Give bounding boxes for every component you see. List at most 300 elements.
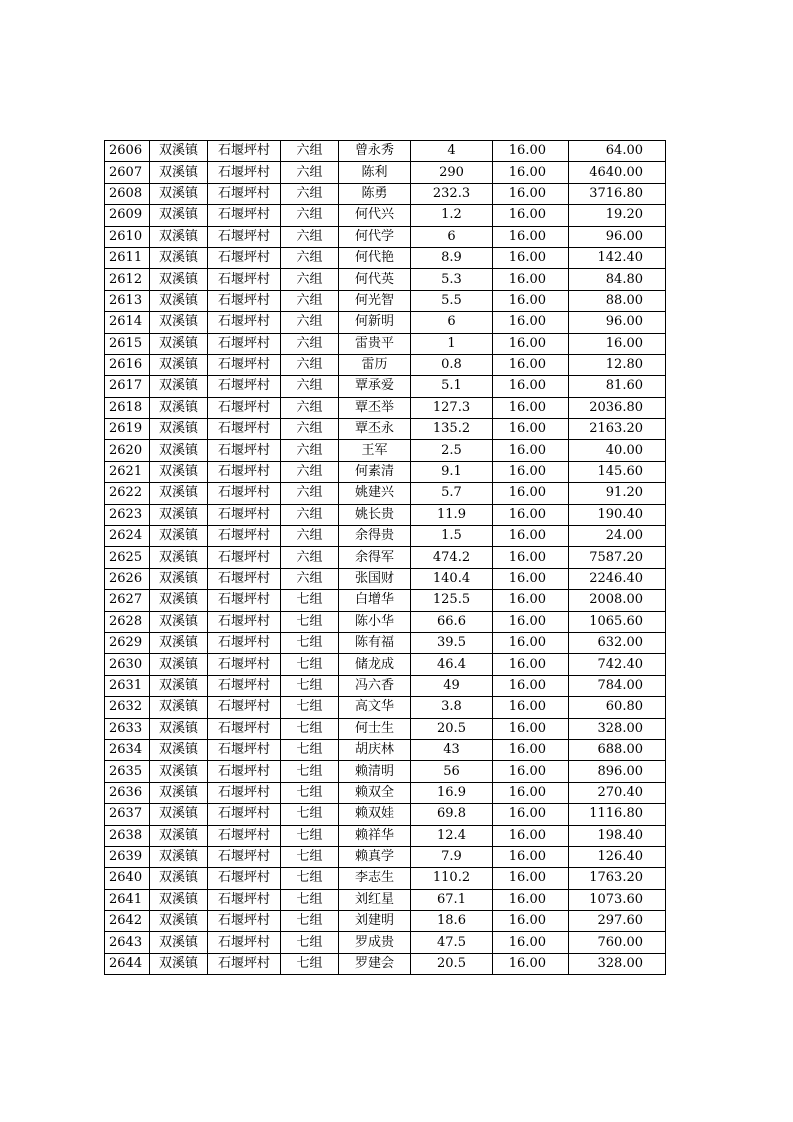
name-cell: 姚建兴 (339, 483, 411, 504)
area-cell: 39.5 (411, 632, 493, 653)
rate-cell: 16.00 (493, 162, 569, 183)
group-cell: 七组 (281, 825, 339, 846)
name-cell: 冯六香 (339, 675, 411, 696)
table-row (105, 354, 666, 375)
town-cell: 双溪镇 (150, 761, 208, 782)
rate-cell: 16.00 (493, 397, 569, 418)
rate-cell: 16.00 (493, 953, 569, 974)
town-cell: 双溪镇 (150, 333, 208, 354)
row-number-cell: 2610 (105, 226, 150, 247)
group-cell: 六组 (281, 290, 339, 311)
town-cell: 双溪镇 (150, 162, 208, 183)
village-cell: 石堰坪村 (208, 590, 281, 611)
table-row (105, 697, 666, 718)
area-cell: 5.1 (411, 376, 493, 397)
village-cell: 石堰坪村 (208, 953, 281, 974)
area-cell: 67.1 (411, 889, 493, 910)
rate-cell: 16.00 (493, 654, 569, 675)
area-cell: 5.5 (411, 290, 493, 311)
row-number-cell: 2621 (105, 461, 150, 482)
name-cell: 覃丕举 (339, 397, 411, 418)
group-cell: 六组 (281, 504, 339, 525)
area-cell: 6 (411, 226, 493, 247)
town-cell: 双溪镇 (150, 483, 208, 504)
row-number-cell: 2640 (105, 868, 150, 889)
name-cell: 陈利 (339, 162, 411, 183)
village-cell: 石堰坪村 (208, 397, 281, 418)
name-cell: 余得贵 (339, 526, 411, 547)
table-row (105, 632, 666, 653)
village-cell: 石堰坪村 (208, 526, 281, 547)
amount-cell: 742.40 (569, 654, 666, 675)
amount-cell: 40.00 (569, 440, 666, 461)
town-cell: 双溪镇 (150, 825, 208, 846)
group-cell: 六组 (281, 461, 339, 482)
rate-cell: 16.00 (493, 226, 569, 247)
area-cell: 4 (411, 141, 493, 162)
amount-cell: 632.00 (569, 632, 666, 653)
name-cell: 何士生 (339, 718, 411, 739)
area-cell: 56 (411, 761, 493, 782)
village-cell: 石堰坪村 (208, 761, 281, 782)
name-cell: 胡庆林 (339, 739, 411, 760)
amount-cell: 60.80 (569, 697, 666, 718)
town-cell: 双溪镇 (150, 354, 208, 375)
village-cell: 石堰坪村 (208, 162, 281, 183)
name-cell: 何新明 (339, 312, 411, 333)
table-row (105, 162, 666, 183)
area-cell: 3.8 (411, 697, 493, 718)
town-cell: 双溪镇 (150, 718, 208, 739)
amount-cell: 270.40 (569, 782, 666, 803)
table-row (105, 590, 666, 611)
town-cell: 双溪镇 (150, 654, 208, 675)
rate-cell: 16.00 (493, 718, 569, 739)
rate-cell: 16.00 (493, 461, 569, 482)
table-row (105, 782, 666, 803)
table-row (105, 718, 666, 739)
table-row (105, 183, 666, 204)
table-row (105, 761, 666, 782)
group-cell: 六组 (281, 440, 339, 461)
name-cell: 赖清明 (339, 761, 411, 782)
name-cell: 储龙成 (339, 654, 411, 675)
town-cell: 双溪镇 (150, 312, 208, 333)
table-row (105, 846, 666, 867)
rate-cell: 16.00 (493, 632, 569, 653)
area-cell: 7.9 (411, 846, 493, 867)
village-cell: 石堰坪村 (208, 675, 281, 696)
group-cell: 七组 (281, 846, 339, 867)
area-cell: 125.5 (411, 590, 493, 611)
area-cell: 20.5 (411, 718, 493, 739)
amount-cell: 96.00 (569, 312, 666, 333)
area-cell: 46.4 (411, 654, 493, 675)
group-cell: 六组 (281, 141, 339, 162)
amount-cell: 2008.00 (569, 590, 666, 611)
rate-cell: 16.00 (493, 932, 569, 953)
row-number-cell: 2611 (105, 247, 150, 268)
town-cell: 双溪镇 (150, 461, 208, 482)
town-cell: 双溪镇 (150, 419, 208, 440)
row-number-cell: 2624 (105, 526, 150, 547)
village-cell: 石堰坪村 (208, 547, 281, 568)
area-cell: 127.3 (411, 397, 493, 418)
name-cell: 雷贵平 (339, 333, 411, 354)
amount-cell: 198.40 (569, 825, 666, 846)
row-number-cell: 2641 (105, 889, 150, 910)
amount-cell: 142.40 (569, 247, 666, 268)
row-number-cell: 2614 (105, 312, 150, 333)
village-cell: 石堰坪村 (208, 804, 281, 825)
area-cell: 20.5 (411, 953, 493, 974)
table-row (105, 932, 666, 953)
amount-cell: 88.00 (569, 290, 666, 311)
rate-cell: 16.00 (493, 504, 569, 525)
table-row (105, 804, 666, 825)
table-row (105, 290, 666, 311)
amount-cell: 328.00 (569, 718, 666, 739)
row-number-cell: 2616 (105, 354, 150, 375)
group-cell: 七组 (281, 889, 339, 910)
village-cell: 石堰坪村 (208, 461, 281, 482)
rate-cell: 16.00 (493, 247, 569, 268)
table-row (105, 141, 666, 162)
group-cell: 六组 (281, 247, 339, 268)
village-cell: 石堰坪村 (208, 825, 281, 846)
subsidy-table (104, 140, 666, 975)
area-cell: 2.5 (411, 440, 493, 461)
town-cell: 双溪镇 (150, 504, 208, 525)
rate-cell: 16.00 (493, 354, 569, 375)
village-cell: 石堰坪村 (208, 354, 281, 375)
group-cell: 六组 (281, 483, 339, 504)
rate-cell: 16.00 (493, 141, 569, 162)
row-number-cell: 2609 (105, 205, 150, 226)
table-row (105, 825, 666, 846)
village-cell: 石堰坪村 (208, 782, 281, 803)
row-number-cell: 2618 (105, 397, 150, 418)
row-number-cell: 2643 (105, 932, 150, 953)
amount-cell: 896.00 (569, 761, 666, 782)
rate-cell: 16.00 (493, 804, 569, 825)
village-cell: 石堰坪村 (208, 718, 281, 739)
village-cell: 石堰坪村 (208, 483, 281, 504)
village-cell: 石堰坪村 (208, 697, 281, 718)
area-cell: 69.8 (411, 804, 493, 825)
village-cell: 石堰坪村 (208, 269, 281, 290)
rate-cell: 16.00 (493, 205, 569, 226)
town-cell: 双溪镇 (150, 911, 208, 932)
town-cell: 双溪镇 (150, 804, 208, 825)
amount-cell: 2036.80 (569, 397, 666, 418)
amount-cell: 190.40 (569, 504, 666, 525)
rate-cell: 16.00 (493, 483, 569, 504)
area-cell: 43 (411, 739, 493, 760)
table-row (105, 397, 666, 418)
rate-cell: 16.00 (493, 761, 569, 782)
name-cell: 雷历 (339, 354, 411, 375)
town-cell: 双溪镇 (150, 697, 208, 718)
group-cell: 七组 (281, 654, 339, 675)
row-number-cell: 2625 (105, 547, 150, 568)
village-cell: 石堰坪村 (208, 868, 281, 889)
town-cell: 双溪镇 (150, 868, 208, 889)
amount-cell: 1065.60 (569, 611, 666, 632)
amount-cell: 4640.00 (569, 162, 666, 183)
table-body (105, 141, 666, 975)
area-cell: 1.2 (411, 205, 493, 226)
group-cell: 六组 (281, 354, 339, 375)
town-cell: 双溪镇 (150, 932, 208, 953)
group-cell: 六组 (281, 162, 339, 183)
table-row (105, 611, 666, 632)
amount-cell: 1116.80 (569, 804, 666, 825)
village-cell: 石堰坪村 (208, 247, 281, 268)
town-cell: 双溪镇 (150, 183, 208, 204)
area-cell: 18.6 (411, 911, 493, 932)
area-cell: 11.9 (411, 504, 493, 525)
amount-cell: 1073.60 (569, 889, 666, 910)
row-number-cell: 2627 (105, 590, 150, 611)
row-number-cell: 2613 (105, 290, 150, 311)
table-row (105, 247, 666, 268)
rate-cell: 16.00 (493, 526, 569, 547)
town-cell: 双溪镇 (150, 269, 208, 290)
row-number-cell: 2644 (105, 953, 150, 974)
row-number-cell: 2608 (105, 183, 150, 204)
town-cell: 双溪镇 (150, 782, 208, 803)
amount-cell: 760.00 (569, 932, 666, 953)
group-cell: 六组 (281, 397, 339, 418)
amount-cell: 84.80 (569, 269, 666, 290)
name-cell: 陈有福 (339, 632, 411, 653)
row-number-cell: 2623 (105, 504, 150, 525)
rate-cell: 16.00 (493, 376, 569, 397)
name-cell: 何素清 (339, 461, 411, 482)
name-cell: 曾永秀 (339, 141, 411, 162)
table-row (105, 376, 666, 397)
town-cell: 双溪镇 (150, 526, 208, 547)
row-number-cell: 2629 (105, 632, 150, 653)
area-cell: 8.9 (411, 247, 493, 268)
name-cell: 余得军 (339, 547, 411, 568)
amount-cell: 126.40 (569, 846, 666, 867)
table-row (105, 675, 666, 696)
rate-cell: 16.00 (493, 183, 569, 204)
row-number-cell: 2617 (105, 376, 150, 397)
row-number-cell: 2622 (105, 483, 150, 504)
area-cell: 110.2 (411, 868, 493, 889)
village-cell: 石堰坪村 (208, 312, 281, 333)
group-cell: 六组 (281, 419, 339, 440)
table-row (105, 440, 666, 461)
name-cell: 何光智 (339, 290, 411, 311)
table-row (105, 568, 666, 589)
row-number-cell: 2607 (105, 162, 150, 183)
village-cell: 石堰坪村 (208, 290, 281, 311)
table-row (105, 739, 666, 760)
rate-cell: 16.00 (493, 611, 569, 632)
rate-cell: 16.00 (493, 333, 569, 354)
rate-cell: 16.00 (493, 269, 569, 290)
row-number-cell: 2615 (105, 333, 150, 354)
area-cell: 49 (411, 675, 493, 696)
group-cell: 六组 (281, 312, 339, 333)
rate-cell: 16.00 (493, 419, 569, 440)
row-number-cell: 2639 (105, 846, 150, 867)
town-cell: 双溪镇 (150, 889, 208, 910)
rate-cell: 16.00 (493, 846, 569, 867)
village-cell: 石堰坪村 (208, 376, 281, 397)
town-cell: 双溪镇 (150, 290, 208, 311)
rate-cell: 16.00 (493, 868, 569, 889)
name-cell: 白增华 (339, 590, 411, 611)
name-cell: 覃丕永 (339, 419, 411, 440)
village-cell: 石堰坪村 (208, 333, 281, 354)
group-cell: 七组 (281, 632, 339, 653)
amount-cell: 96.00 (569, 226, 666, 247)
area-cell: 1.5 (411, 526, 493, 547)
table-row (105, 526, 666, 547)
name-cell: 刘建明 (339, 911, 411, 932)
name-cell: 赖祥华 (339, 825, 411, 846)
group-cell: 六组 (281, 526, 339, 547)
amount-cell: 91.20 (569, 483, 666, 504)
group-cell: 七组 (281, 590, 339, 611)
name-cell: 刘红星 (339, 889, 411, 910)
group-cell: 六组 (281, 269, 339, 290)
amount-cell: 688.00 (569, 739, 666, 760)
group-cell: 七组 (281, 782, 339, 803)
row-number-cell: 2635 (105, 761, 150, 782)
area-cell: 9.1 (411, 461, 493, 482)
table-row (105, 333, 666, 354)
table-row (105, 654, 666, 675)
row-number-cell: 2626 (105, 568, 150, 589)
group-cell: 七组 (281, 911, 339, 932)
amount-cell: 81.60 (569, 376, 666, 397)
table-row (105, 269, 666, 290)
row-number-cell: 2630 (105, 654, 150, 675)
rate-cell: 16.00 (493, 697, 569, 718)
amount-cell: 145.60 (569, 461, 666, 482)
rate-cell: 16.00 (493, 312, 569, 333)
amount-cell: 3716.80 (569, 183, 666, 204)
area-cell: 1 (411, 333, 493, 354)
town-cell: 双溪镇 (150, 376, 208, 397)
table-row (105, 483, 666, 504)
group-cell: 七组 (281, 868, 339, 889)
row-number-cell: 2612 (105, 269, 150, 290)
table-row (105, 953, 666, 974)
name-cell: 罗成贵 (339, 932, 411, 953)
village-cell: 石堰坪村 (208, 568, 281, 589)
rate-cell: 16.00 (493, 911, 569, 932)
town-cell: 双溪镇 (150, 247, 208, 268)
rate-cell: 16.00 (493, 568, 569, 589)
group-cell: 六组 (281, 568, 339, 589)
row-number-cell: 2628 (105, 611, 150, 632)
row-number-cell: 2619 (105, 419, 150, 440)
rate-cell: 16.00 (493, 675, 569, 696)
town-cell: 双溪镇 (150, 205, 208, 226)
rate-cell: 16.00 (493, 590, 569, 611)
group-cell: 六组 (281, 205, 339, 226)
town-cell: 双溪镇 (150, 397, 208, 418)
town-cell: 双溪镇 (150, 846, 208, 867)
table-row (105, 911, 666, 932)
village-cell: 石堰坪村 (208, 183, 281, 204)
town-cell: 双溪镇 (150, 547, 208, 568)
table-row (105, 419, 666, 440)
area-cell: 135.2 (411, 419, 493, 440)
row-number-cell: 2632 (105, 697, 150, 718)
area-cell: 12.4 (411, 825, 493, 846)
amount-cell: 1763.20 (569, 868, 666, 889)
group-cell: 七组 (281, 932, 339, 953)
area-cell: 66.6 (411, 611, 493, 632)
group-cell: 七组 (281, 675, 339, 696)
table-row (105, 868, 666, 889)
village-cell: 石堰坪村 (208, 504, 281, 525)
rate-cell: 16.00 (493, 782, 569, 803)
group-cell: 七组 (281, 953, 339, 974)
village-cell: 石堰坪村 (208, 141, 281, 162)
name-cell: 张国财 (339, 568, 411, 589)
row-number-cell: 2637 (105, 804, 150, 825)
table-row (105, 312, 666, 333)
amount-cell: 297.60 (569, 911, 666, 932)
town-cell: 双溪镇 (150, 226, 208, 247)
area-cell: 16.9 (411, 782, 493, 803)
amount-cell: 19.20 (569, 205, 666, 226)
area-cell: 290 (411, 162, 493, 183)
area-cell: 5.3 (411, 269, 493, 290)
town-cell: 双溪镇 (150, 440, 208, 461)
group-cell: 七组 (281, 611, 339, 632)
amount-cell: 2246.40 (569, 568, 666, 589)
row-number-cell: 2606 (105, 141, 150, 162)
name-cell: 王军 (339, 440, 411, 461)
name-cell: 罗建会 (339, 953, 411, 974)
area-cell: 0.8 (411, 354, 493, 375)
table-row (105, 205, 666, 226)
group-cell: 七组 (281, 739, 339, 760)
group-cell: 六组 (281, 376, 339, 397)
village-cell: 石堰坪村 (208, 932, 281, 953)
amount-cell: 328.00 (569, 953, 666, 974)
village-cell: 石堰坪村 (208, 632, 281, 653)
group-cell: 七组 (281, 761, 339, 782)
village-cell: 石堰坪村 (208, 440, 281, 461)
name-cell: 李志生 (339, 868, 411, 889)
village-cell: 石堰坪村 (208, 205, 281, 226)
name-cell: 高文华 (339, 697, 411, 718)
area-cell: 140.4 (411, 568, 493, 589)
amount-cell: 24.00 (569, 526, 666, 547)
table-row (105, 461, 666, 482)
rate-cell: 16.00 (493, 440, 569, 461)
rate-cell: 16.00 (493, 889, 569, 910)
table-row (105, 504, 666, 525)
village-cell: 石堰坪村 (208, 739, 281, 760)
amount-cell: 784.00 (569, 675, 666, 696)
town-cell: 双溪镇 (150, 141, 208, 162)
town-cell: 双溪镇 (150, 611, 208, 632)
row-number-cell: 2642 (105, 911, 150, 932)
name-cell: 赖真学 (339, 846, 411, 867)
